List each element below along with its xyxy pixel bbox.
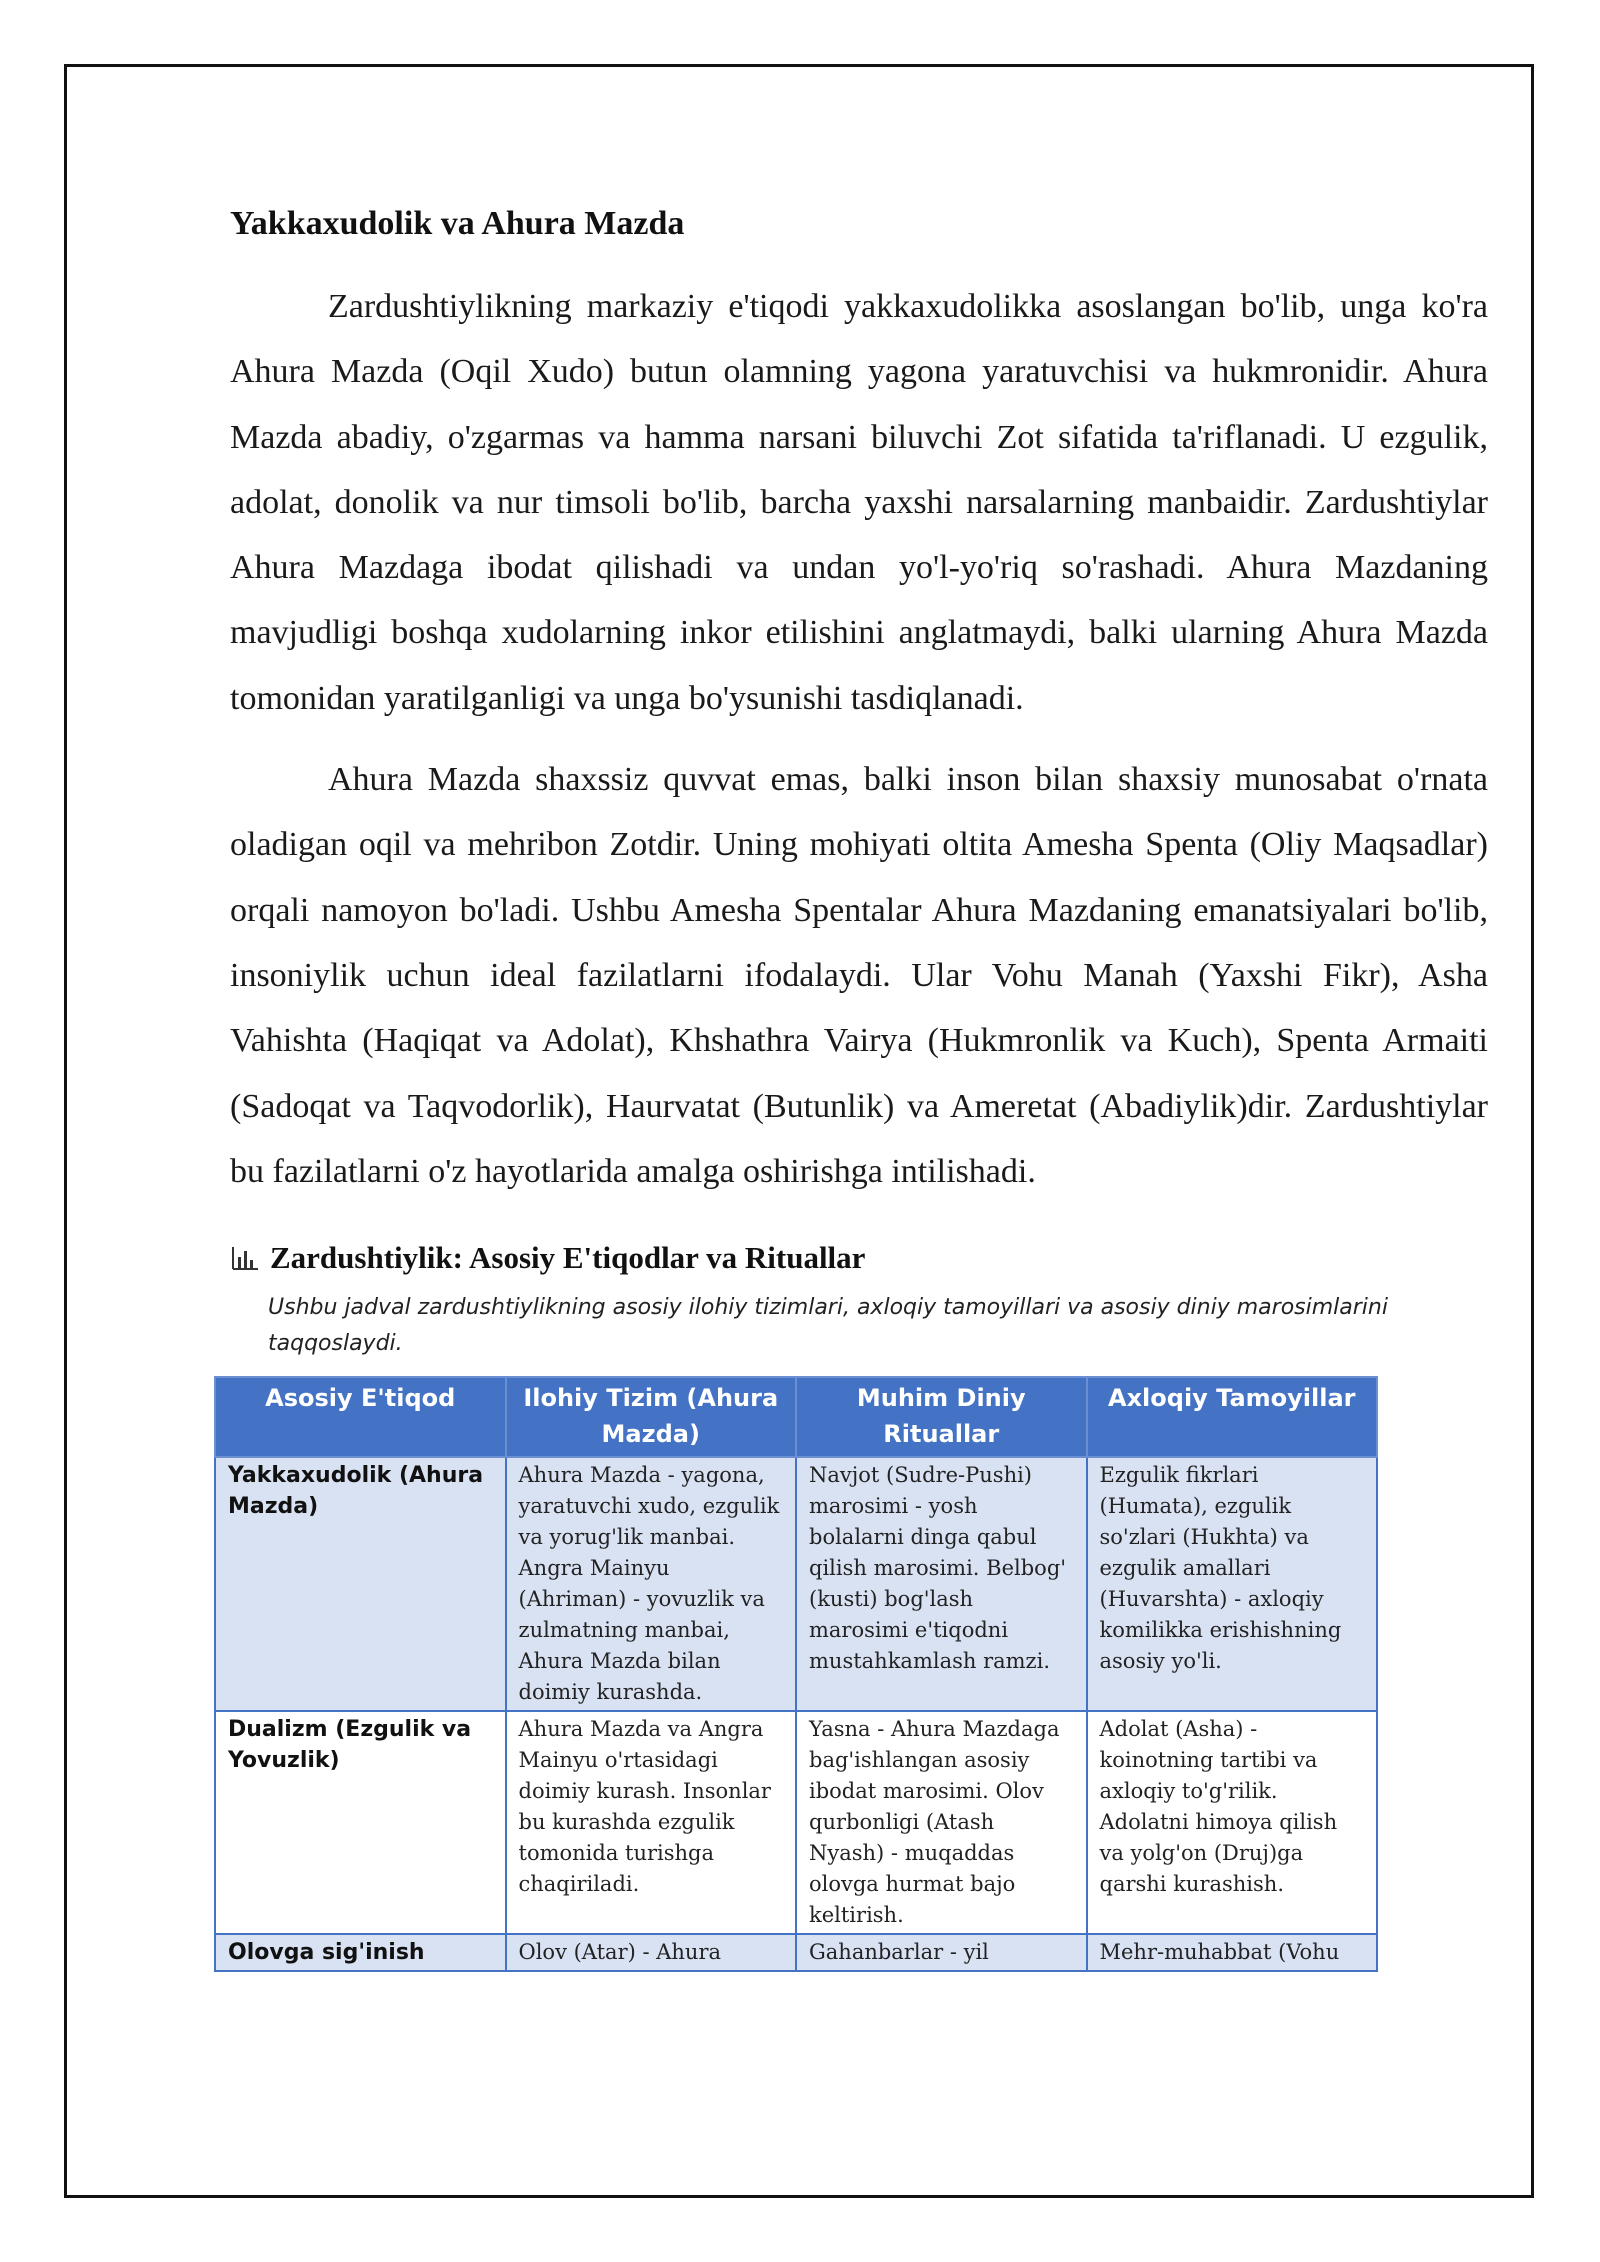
table-cell: Yasna - Ahura Mazdaga bag'ishlangan asosiy ibodat marosimi. Olov qurbonligi (Atash Nyash) - muqaddas olovga hurmat bajo keltirish. — [796, 1711, 1087, 1934]
table-row — [215, 1934, 1377, 1971]
table-cell: Ahura Mazda va Angra Mainyu o'rtasidagi doimiy kurash. Insonlar bu kurashda ezgulik tomonida turishga chaqiriladi. — [506, 1711, 797, 1934]
table-cell: Navjot (Sudre-Pushi) marosimi - yosh bolalarni dinga qabul qilish marosimi. Belbog' (kusti) bog'lash marosimi e'tiqodni mustahkamlash ramzi. — [796, 1457, 1087, 1711]
column-header: Ilohiy Tizim (Ahura Mazda) — [506, 1377, 797, 1457]
table-cell: Mehr-muhabbat (Vohu — [1087, 1934, 1378, 1971]
table-cell: Olovga sig'inish — [215, 1934, 506, 1971]
table-cell: Gahanbarlar - yil — [796, 1934, 1087, 1971]
table-title — [230, 1236, 1488, 1280]
table-title-text: Zardushtiylik: Asosiy E'tiqodlar va Rituallar — [270, 1240, 866, 1276]
table-cell: Olov (Atar) - Ahura — [506, 1934, 797, 1971]
table-cell: Ahura Mazda - yagona, yaratuvchi xudo, ezgulik va yorug'lik manbai. Angra Mainyu (Ahriman) - yovuzlik va zulmatning manbai, Ahura Mazda bilan doimiy kurashda. — [506, 1457, 797, 1711]
table-row — [215, 1711, 1377, 1934]
column-header: Muhim Diniy Rituallar — [796, 1377, 1087, 1457]
document-body — [230, 200, 1488, 1972]
table-cell: Dualizm (Ezgulik va Yovuzlik) — [215, 1711, 506, 1934]
column-header: Asosiy E'tiqod — [215, 1377, 506, 1457]
table-cell: Adolat (Asha) - koinotning tartibi va axloqiy to'g'rilik. Adolatni himoya qilish va yolg'on (Druj)ga qarshi kurashish. — [1087, 1711, 1378, 1934]
table-cell: Ezgulik fikrlari (Humata), ezgulik so'zlari (Hukhta) va ezgulik amallari (Huvarshta) - axloqiy komilikka erishishning asosiy yo'li. — [1087, 1457, 1378, 1711]
paragraph-1: Zardushtiylikning markaziy e'tiqodi yakkaxudolikka asoslangan bo'lib, unga ko'ra Ahura Mazda (Oqil Xudo) butun olamning yagona yaratuvchisi va hukmronidir. Ahura Mazda abadiy, o'zgarmas va hamma narsani biluvchi Zot sifatida ta'riflanadi. U ezgulik, adolat, donolik va nur timsoli bo'lib, barcha yaxshi narsalarning manbaidir. Zardushtiylar Ahura Mazdaga ibodat qilishadi va undan yo'l-yo'riq so'rashadi. Ahura Mazdaning mavjudligi boshqa xudolarning inkor etilishini anglatmaydi, balki ularning Ahura Mazda tomonidan yaratilganligi va unga bo'ysunishi tasdiqlanadi. — [230, 288, 1488, 717]
table-row — [215, 1457, 1377, 1711]
table-header-row — [215, 1377, 1377, 1457]
column-header: Axloqiy Tamoyillar — [1087, 1377, 1378, 1457]
bar-chart-icon — [230, 1245, 260, 1271]
table-cell: Yakkaxudolik (Ahura Mazda) — [215, 1457, 506, 1711]
table-description: Ushbu jadval zardushtiylikning asosiy ilohiy tizimlari, axloqiy tamoyillari va asosiy diniy marosimlarini taqqoslaydi. — [268, 1295, 1388, 1357]
section-heading: Yakkaxudolik va Ahura Mazda — [230, 205, 685, 242]
paragraph-2: Ahura Mazda shaxssiz quvvat emas, balki inson bilan shaxsiy munosabat o'rnata oladigan oqil va mehribon Zotdir. Uning mohiyati oltita Amesha Spenta (Oliy Maqsadlar) orqali namoyon bo'ladi. Ushbu Amesha Spentalar Ahura Mazdaning emanatsiyalari bo'lib, insoniylik uchun ideal fazilatlarni ifodalaydi. Ular Vohu Manah (Yaxshi Fikr), Asha Vahishta (Haqiqat va Adolat), Khshathra Vairya (Hukmronlik va Kuch), Spenta Armaiti (Sadoqat va Taqvodorlik), Haurvatat (Butunlik) va Ameretat (Abadiylik)dir. Zardushtiylar bu fazilatlarni o'z hayotlarida amalga oshirishga intilishadi. — [230, 761, 1488, 1190]
beliefs-table — [214, 1376, 1378, 1972]
